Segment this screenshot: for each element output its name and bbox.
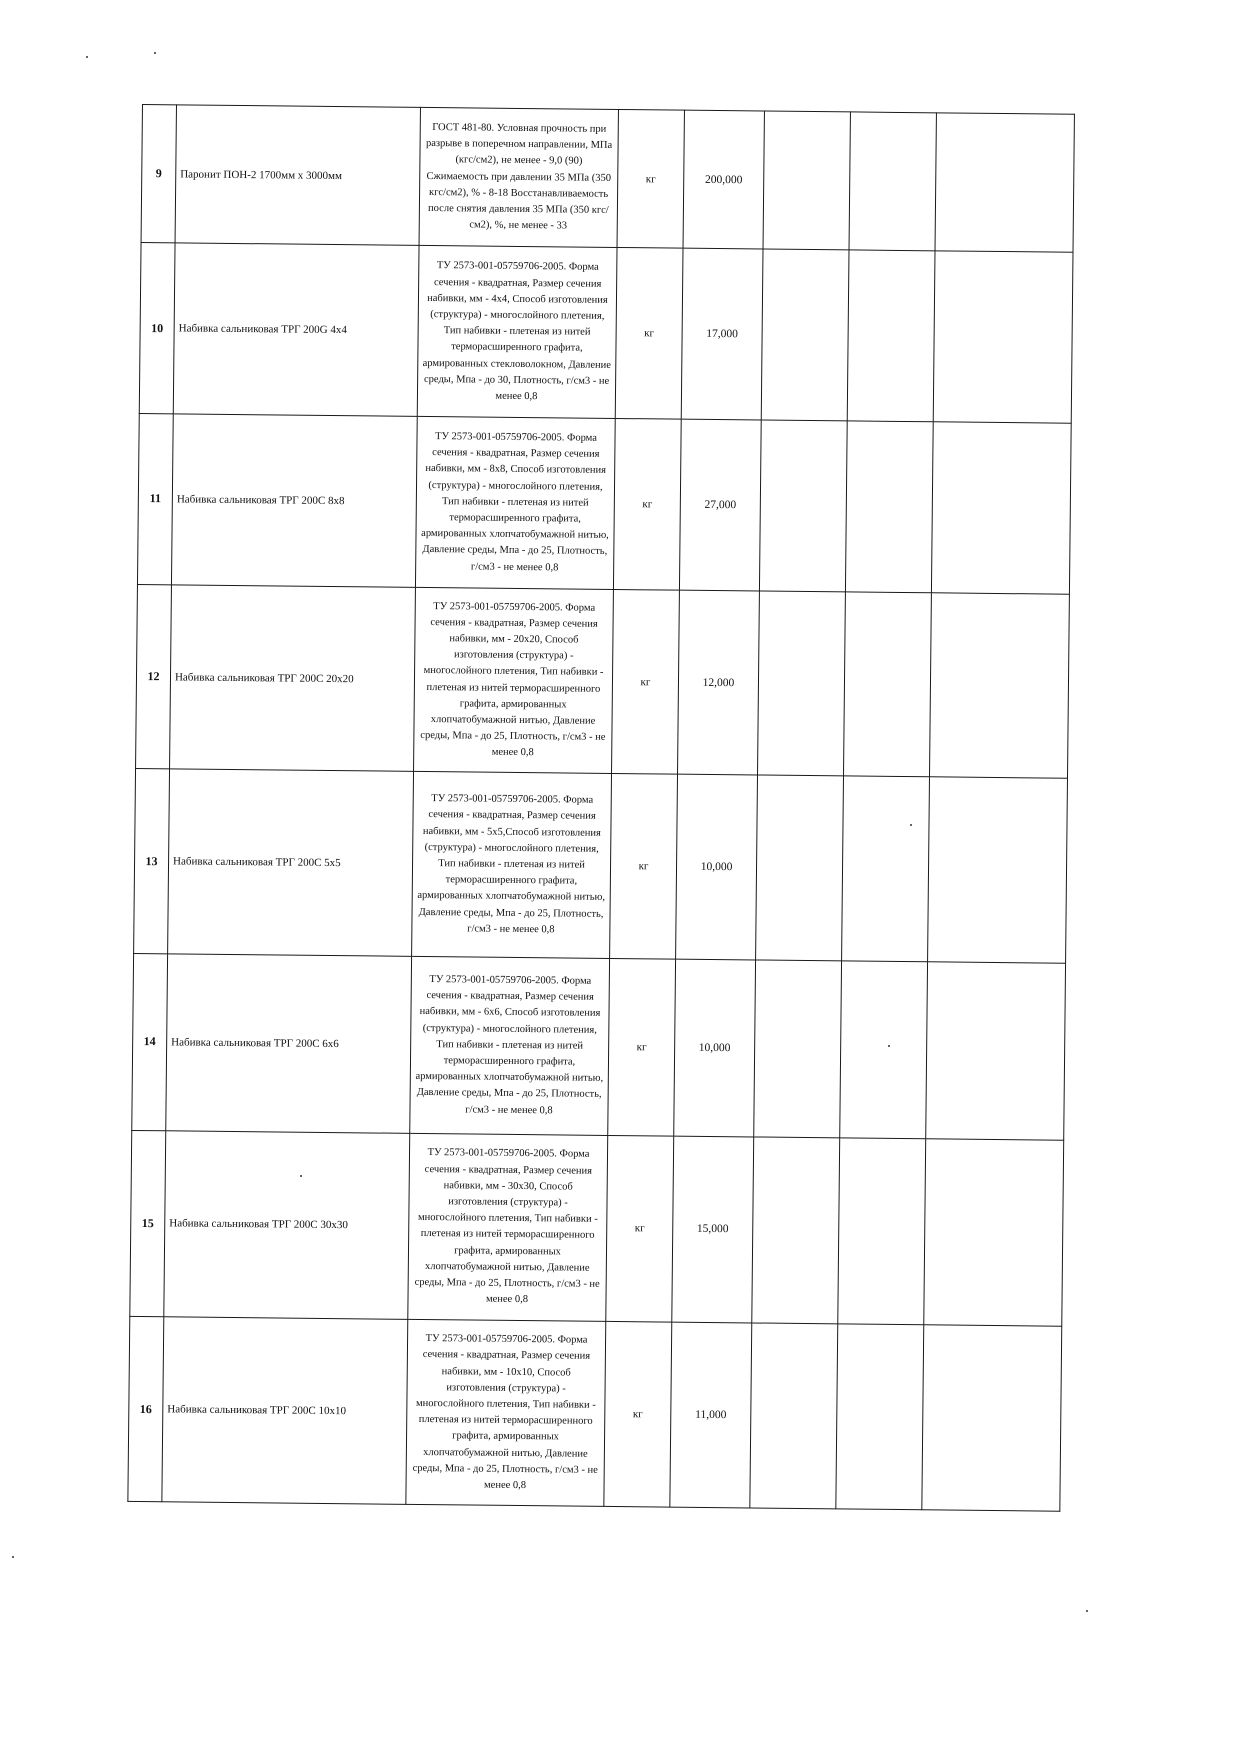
item-quantity: 200,000 — [683, 110, 764, 249]
empty-cell — [928, 777, 1068, 963]
empty-cell — [924, 1138, 1064, 1326]
scan-speck — [910, 824, 912, 826]
scan-speck — [888, 1045, 890, 1047]
item-quantity: 12,000 — [678, 590, 760, 775]
scan-speck — [12, 1556, 14, 1558]
row-number: 9 — [141, 105, 176, 244]
empty-cell — [843, 592, 931, 778]
scan-speck — [1086, 1610, 1088, 1612]
item-name: Набивка сальниковая ТРГ 200С 20х20 — [170, 585, 416, 772]
row-number: 12 — [136, 584, 172, 769]
item-unit: кг — [612, 589, 680, 774]
empty-cell — [935, 113, 1074, 253]
empty-cell — [840, 961, 928, 1139]
item-unit: кг — [610, 774, 678, 959]
row-number: 13 — [134, 769, 170, 954]
empty-cell — [842, 776, 930, 962]
item-specification: ТУ 2573-001-05759706-2005. Форма сечения - квадратная, Размер сечения набивки, мм - 4х4, Способ изготовления (структура) - многослойного плетения, Тип набивки - плетеная из нитей терморасширенного графита, армированных стекловолокном, Давление среды, Мпа - до 30, Плотность, г/см3 - не менее 0,8 — [417, 246, 617, 419]
item-quantity: 17,000 — [681, 249, 763, 420]
empty-cell — [761, 249, 849, 421]
empty-cell — [838, 1138, 926, 1326]
empty-cell — [847, 250, 935, 422]
item-quantity: 11,000 — [670, 1322, 752, 1508]
empty-cell — [933, 251, 1073, 423]
empty-cell — [922, 1325, 1062, 1511]
item-quantity: 15,000 — [672, 1136, 754, 1323]
table-row — [139, 243, 1073, 423]
empty-cell — [752, 1137, 840, 1325]
item-quantity: 27,000 — [679, 419, 761, 590]
empty-cell — [754, 960, 842, 1138]
row-number: 16 — [128, 1317, 164, 1502]
empty-cell — [756, 775, 844, 961]
item-unit: кг — [604, 1322, 672, 1507]
specification-table — [127, 104, 1075, 1512]
item-name: Набивка сальниковая ТРГ 200С 5х5 — [168, 769, 414, 956]
empty-cell — [750, 1323, 838, 1509]
table-row — [128, 1317, 1062, 1511]
table-row — [130, 1130, 1064, 1326]
item-specification: ТУ 2573-001-05759706-2005. Форма сечения - квадратная, Размер сечения набивки, мм - 20х20, Способ изготовления (структура) - многослойного плетения, Тип набивки - плетеная из нитей терморасширенного графита, армированных хлопчатобумажной нитью, Давление среды, Мпа - до 25, Плотность, г/см3 - не менее 0,8 — [414, 587, 614, 774]
item-quantity: 10,000 — [674, 959, 756, 1136]
empty-cell — [929, 592, 1069, 778]
row-number: 14 — [132, 953, 168, 1130]
item-unit: кг — [617, 109, 684, 248]
table-row — [137, 414, 1071, 594]
item-name: Набивка сальниковая ТРГ 200С 6х6 — [166, 954, 412, 1133]
empty-cell — [758, 591, 846, 777]
table-row — [132, 953, 1066, 1139]
scan-speck — [154, 52, 156, 54]
row-number: 11 — [137, 414, 173, 585]
empty-cell — [931, 422, 1071, 594]
table-row — [141, 105, 1074, 253]
empty-cell — [849, 112, 936, 251]
item-name: Паронит ПОН-2 1700мм х 3000мм — [175, 105, 420, 246]
item-specification: ТУ 2573-001-05759706-2005. Форма сечения - квадратная, Размер сечения набивки, мм - 5х5,Способ изготовления (структура) - многослойного плетения, Тип набивки - плетеная из нитей терморасширенного графита, армированных хлопчатобумажной нитью, Давление среды, Мпа - до 25, Плотность, г/см3 - не менее 0,8 — [412, 772, 612, 959]
row-number: 10 — [139, 243, 175, 414]
item-specification: ГОСТ 481-80. Условная прочность при разрыве в поперечном направлении, МПа (кгс/см2), не менее - 9,0 (90) Сжимаемость при давлении 35 МПа (350 кгс/см2), % - 8-18 Восстанавливаемость после снятия давления 35 МПа (350 кгс/см2), %, не менее - 33 — [419, 107, 618, 248]
item-unit: кг — [613, 419, 681, 590]
table-row — [134, 769, 1068, 963]
item-specification: ТУ 2573-001-05759706-2005. Форма сечения - квадратная, Размер сечения набивки, мм - 30х30, Способ изготовления (структура) - многослойного плетения, Тип набивки - плетеная из нитей терморасширенного графита, армированных хлопчатобумажной нитью, Давление среды, Мпа - до 25, Плотность, г/см3 - не менее 0,8 — [408, 1133, 608, 1322]
item-name: Набивка сальниковая ТРГ 200G 4х4 — [173, 243, 419, 416]
empty-cell — [836, 1324, 924, 1510]
item-name: Набивка сальниковая ТРГ 200С 8х8 — [171, 414, 417, 587]
item-specification: ТУ 2573-001-05759706-2005. Форма сечения - квадратная, Размер сечения набивки, мм - 8х8, Способ изготовления (структура) - многослойного плетения, Тип набивки - плетеная из нитей терморасширенного графита, армированных хлопчатобумажной нитью, Давление среды, Мпа - до 25, Плотность, г/см3 - не менее 0,8 — [415, 416, 615, 589]
item-specification: ТУ 2573-001-05759706-2005. Форма сечения - квадратная, Размер сечения набивки, мм - 6х6, Способ изготовления (структура) - многослойного плетения, Тип набивки - плетеная из нитей терморасширенного графита, армированных хлопчатобумажной нитью, Давление среды, Мпа - до 25, Плотность, г/см3 - не менее 0,8 — [410, 956, 610, 1135]
item-specification: ТУ 2573-001-05759706-2005. Форма сечения - квадратная, Размер сечения набивки, мм - 10х10, Способ изготовления (структура) - многослойного плетения, Тип набивки - плетеная из нитей терморасширенного графита, армированных хлопчатобумажной нитью, Давление среды, Мпа - до 25, Плотность, г/см3 - не менее 0,8 — [406, 1320, 606, 1507]
empty-cell — [759, 420, 847, 592]
item-name: Набивка сальниковая ТРГ 200С 30х30 — [164, 1130, 410, 1319]
item-name: Набивка сальниковая ТРГ 200С 10х10 — [162, 1317, 408, 1504]
scan-speck — [86, 56, 88, 58]
row-number: 15 — [130, 1130, 166, 1317]
empty-cell — [763, 111, 850, 250]
item-quantity: 10,000 — [676, 775, 758, 960]
empty-cell — [845, 421, 933, 593]
item-unit: кг — [615, 248, 683, 419]
item-unit: кг — [606, 1135, 674, 1322]
item-unit: кг — [608, 958, 676, 1135]
table-row — [136, 584, 1070, 778]
empty-cell — [926, 962, 1066, 1140]
scan-speck — [300, 1175, 302, 1177]
